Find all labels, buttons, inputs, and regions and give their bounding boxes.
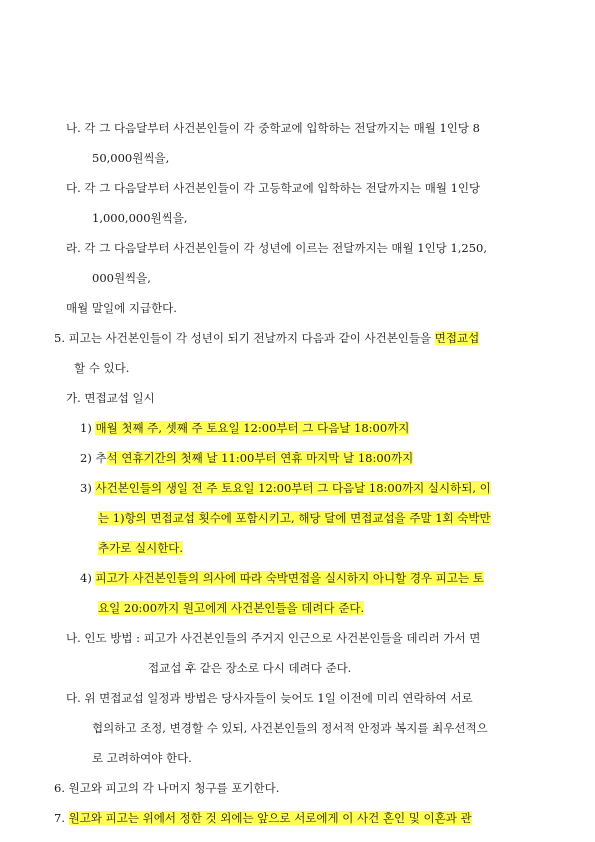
text-line [54, 808, 472, 828]
highlighted-text: 추가로 실시한다. [98, 541, 184, 555]
text-line: 협의하고 조정, 변경할 수 있되, 사건본인들의 정서적 안정과 복지를 최우선적으 [92, 721, 488, 735]
text-line: 접교섭 후 같은 장소로 다시 데려다 준다. [148, 661, 352, 675]
text-line: 다. 각 그 다음달부터 사건본인들이 각 고등학교에 입학하는 전달까지는 매월 1인당 [66, 181, 481, 195]
highlighted-text: 석 연휴기간의 첫째 날 11:00부터 연휴 마지막 날 18:00까지 [106, 451, 414, 465]
highlighted-text: 원고와 피고는 위에서 정한 것 외에는 앞으로 서로에게 이 사건 혼인 및 이혼과 관 [68, 811, 472, 825]
line-text: 2) 추 [80, 451, 107, 465]
text-line [80, 568, 484, 588]
text-line [98, 598, 364, 618]
text-line: 나. 각 그 다음달부터 사건본인들이 각 중학교에 입학하는 전달까지는 매월 1인당 8 [66, 121, 480, 135]
text-line [98, 508, 491, 528]
text-line: 1,000,000원씩을, [92, 211, 188, 225]
text-line [98, 538, 183, 558]
text-line: 라. 각 그 다음달부터 사건본인들이 각 성년에 이르는 전달까지는 매월 1인당 1,250, [66, 241, 488, 255]
line-text: 1) [80, 421, 96, 435]
text-line [80, 448, 413, 468]
text-line: 6. 원고와 피고의 각 나머지 청구를 포기한다. [54, 781, 280, 795]
highlighted-text: 는 1)항의 면접교섭 횟수에 포함시키고, 해당 달에 면접교섭을 주말 1회 숙박만 [98, 511, 491, 525]
text-line: 할 수 있다. [74, 361, 130, 375]
line-text: 5. 피고는 사건본인들이 각 성년이 되기 전날까지 다음과 같이 사건본인들을 [54, 331, 435, 345]
line-text: 4) [80, 571, 96, 585]
text-line: 매월 말일에 지급한다. [66, 301, 177, 315]
line-text: 3) [80, 481, 96, 495]
text-line [80, 418, 409, 438]
highlighted-text: 요일 20:00까지 원고에게 사건본인들을 데려다 준다. [98, 601, 365, 615]
text-line: 가. 면접교섭 일시 [66, 391, 155, 405]
text-line: 로 고려하여야 한다. [92, 751, 192, 765]
text-line: 50,000원씩을, [92, 151, 170, 165]
text-line: 다. 위 면접교섭 일정과 방법은 당사자들이 늦어도 1일 이전에 미리 연락하여 서로 [66, 691, 473, 705]
text-line: 나. 인도 방법 : 피고가 사건본인들의 주거지 인근으로 사건본인들을 데리러 가서 면 [66, 631, 481, 645]
highlighted-text: 매월 첫째 주, 셋째 주 토요일 12:00부터 그 다음날 18:00까지 [95, 421, 410, 435]
highlighted-text: 사건본인들의 생일 전 주 토요일 12:00부터 그 다음날 18:00까지 실시하되, 이 [95, 481, 491, 495]
highlighted-text: 면접교섭 [434, 331, 480, 345]
text-line [54, 328, 479, 348]
text-line [80, 478, 491, 498]
line-text: 7. [54, 811, 69, 825]
highlighted-text: 피고가 사건본인들의 의사에 따라 숙박면접을 실시하지 아니할 경우 피고는 토 [95, 571, 484, 585]
text-line: 000원씩을, [92, 271, 151, 285]
